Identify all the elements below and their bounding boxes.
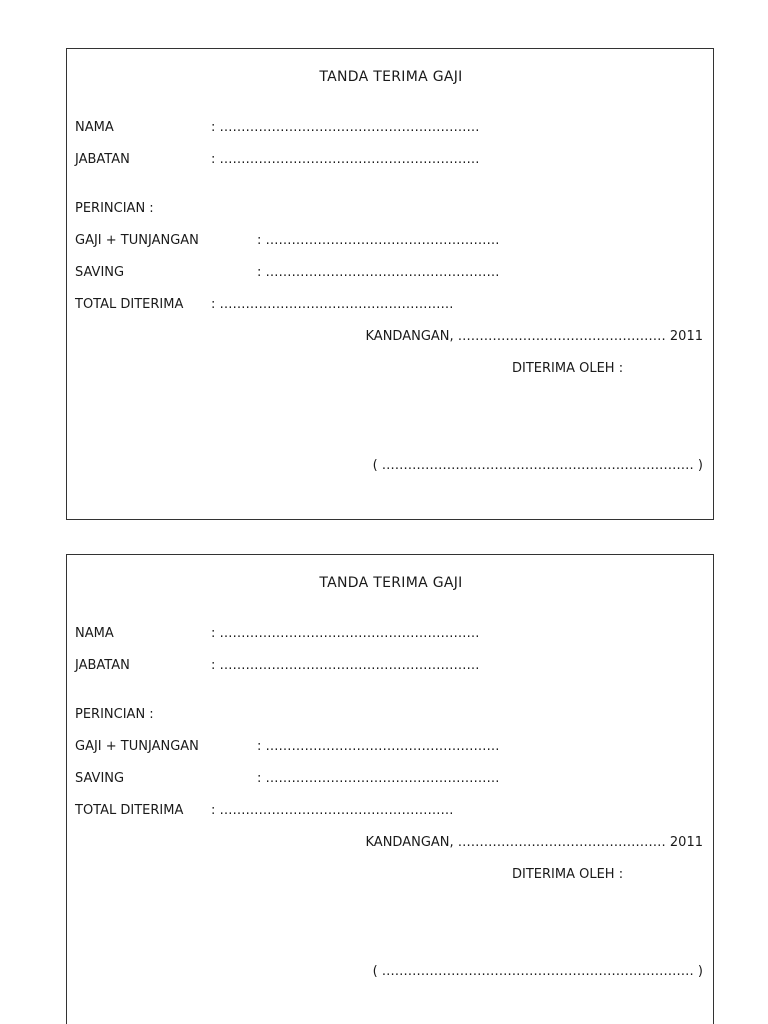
gaji-tunjangan-label: GAJI + TUNJANGAN	[75, 233, 199, 248]
salary-receipt-form	[66, 48, 714, 520]
salary-receipt-form	[66, 554, 714, 1024]
saving-field: : ………………………………………………	[257, 771, 500, 786]
receipt-title: TANDA TERIMA GAJI	[319, 575, 463, 591]
jabatan-label: JABATAN	[75, 152, 130, 167]
gaji-tunjangan-label: GAJI + TUNJANGAN	[75, 739, 199, 754]
total-diterima-field: : ………………………………………………	[211, 297, 454, 312]
place-date-line: KANDANGAN, ………………………………………… 2011	[365, 329, 703, 344]
perincian-label: PERINCIAN :	[75, 707, 154, 722]
signature-line: ( ……………………………………………………………… )	[372, 964, 703, 979]
total-diterima-field: : ………………………………………………	[211, 803, 454, 818]
perincian-label: PERINCIAN :	[75, 201, 154, 216]
nama-label: NAMA	[75, 626, 114, 641]
gaji-tunjangan-field: : ………………………………………………	[257, 233, 500, 248]
nama-label: NAMA	[75, 120, 114, 135]
receipt-title: TANDA TERIMA GAJI	[319, 69, 463, 85]
nama-field: : ……………………………………………………	[211, 120, 480, 135]
nama-field: : ……………………………………………………	[211, 626, 480, 641]
received-by-label: DITERIMA OLEH :	[512, 361, 624, 376]
total-diterima-label: TOTAL DITERIMA	[75, 297, 184, 312]
place-date-line: KANDANGAN, ………………………………………… 2011	[365, 835, 703, 850]
saving-field: : ………………………………………………	[257, 265, 500, 280]
saving-label: SAVING	[75, 771, 125, 786]
jabatan-field: : ……………………………………………………	[211, 658, 480, 673]
jabatan-label: JABATAN	[75, 658, 130, 673]
total-diterima-label: TOTAL DITERIMA	[75, 803, 184, 818]
jabatan-field: : ……………………………………………………	[211, 152, 480, 167]
gaji-tunjangan-field: : ………………………………………………	[257, 739, 500, 754]
signature-line: ( ……………………………………………………………… )	[372, 458, 703, 473]
saving-label: SAVING	[75, 265, 125, 280]
received-by-label: DITERIMA OLEH :	[512, 867, 624, 882]
